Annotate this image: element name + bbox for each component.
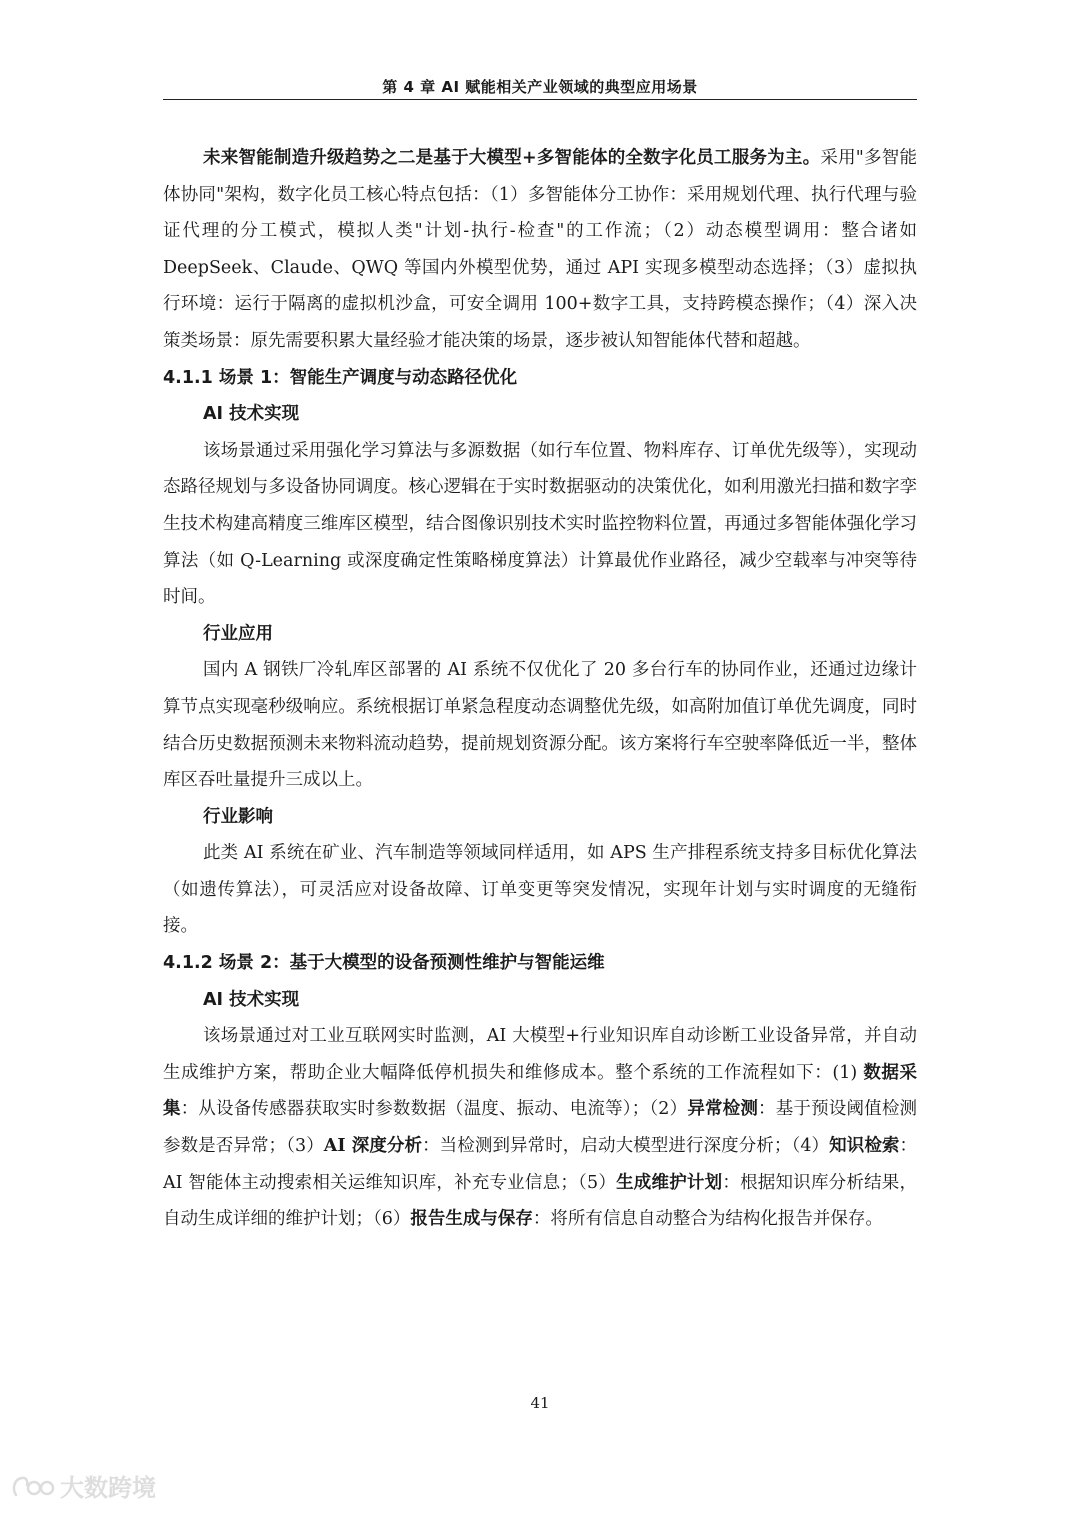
workflow-step-term: AI 深度分析: [323, 1136, 423, 1157]
paragraph-tech-412: [163, 1018, 917, 1238]
workflow-step-term: 报告生成与保存: [410, 1209, 533, 1230]
section-heading-4-1-1: 4.1.1 场景 1：智能生产调度与动态路径优化: [163, 367, 518, 388]
subheading-impact: 行业影响: [203, 806, 273, 827]
logo-icon: [10, 1471, 56, 1501]
paragraph-application-411: 国内 A 钢铁厂冷轧库区部署的 AI 系统不仅优化了 20 多台行车的协同作业，还通过边缘计算节点实现毫秒级响应。系统根据订单紧急程度动态调整优先级，如高附加值订单优先调度，同时结合历史数据预测未来物料流动趋势，提前规划资源分配。该方案将行车空驶率降低近一半，整体库区吞吐量提升三成以上。: [163, 660, 917, 791]
page-body: [163, 140, 917, 1238]
workflow-step-term: 数据采集: [163, 1062, 917, 1120]
section-heading-4-1-2: 4.1.2 场景 2：基于大模型的设备预测性维护与智能运维: [163, 953, 605, 974]
workflow-step-term: 生成维护计划: [616, 1172, 723, 1193]
header-rule: [163, 99, 917, 100]
paragraph-segment: ：将所有信息自动整合为结构化报告并保存。: [532, 1209, 883, 1230]
paragraph-impact-411: 此类 AI 系统在矿业、汽车制造等领域同样适用，如 APS 生产排程系统支持多目标优化算法（如遗传算法），可灵活应对设备故障、订单变更等突发情况，实现年计划与实时调度的无缝衔接。: [163, 843, 917, 937]
paragraph-segment: ：从设备传感器获取实时参数数据（温度、振动、电流等）；（2）: [180, 1099, 688, 1120]
intro-paragraph: [163, 140, 917, 360]
intro-lead: 未来智能制造升级趋势之二是基于大模型+多智能体的全数字化员工服务为主。: [203, 148, 821, 168]
subheading-application: 行业应用: [203, 623, 273, 644]
paragraph-segment: ：当检测到异常时，启动大模型进行深度分析；（4）: [422, 1136, 830, 1157]
watermark-text: 大数跨境: [60, 1474, 156, 1502]
paragraph-segment: ：基于预设阈值检测参数是否异常；（3）: [163, 1099, 918, 1157]
page-number: 41: [530, 1394, 550, 1412]
watermark: [10, 1468, 156, 1503]
intro-text: 采用"多智能体协同"架构，数字化员工核心特点包括：（1）多智能体分工协作：采用规划代理、执行代理与验证代理的分工模式，模拟人类"计划-执行-检查"的工作流；（2）动态模型调用：整合诸如 DeepSeek、Claude、QWQ 等国内外模型优势，通过 API 实现多模型动态选择；（3）虚拟执行环境：运行于隔离的虚拟机沙盒，可安全调用 100+数字工具，支持跨模态操作；（4）深入决策类场景：原先需要积累大量经验才能决策的场景，逐步被认知智能体代替和超越。: [163, 148, 917, 351]
subheading-tech-412: AI 技术实现: [203, 989, 300, 1010]
paragraph-segment: ：根据知识库分析结果，自动生成详细的维护计划；（6）: [163, 1172, 918, 1230]
running-header: 第 4 章 AI 赋能相关产业领域的典型应用场景: [382, 78, 698, 96]
workflow-step-term: 知识检索: [829, 1136, 900, 1157]
workflow-step-term: 异常检测: [687, 1099, 759, 1120]
paragraph-segment: ：AI 智能体主动搜索相关运维知识库，补充专业信息；（5）: [163, 1136, 917, 1193]
paragraph-segment: 该场景通过对工业互联网实时监测，AI 大模型+行业知识库自动诊断工业设备异常，并自动生成维护方案，帮助企业大幅降低停机损失和维修成本。整个系统的工作流程如下：(1): [163, 1026, 917, 1083]
subheading-tech: AI 技术实现: [203, 404, 300, 425]
paragraph-tech-411: 该场景通过采用强化学习算法与多源数据（如行车位置、物料库存、订单优先级等），实现动态路径规划与多设备协同调度。核心逻辑在于实时数据驱动的决策优化，如利用激光扫描和数字孪生技术构建高精度三维库区模型，结合图像识别技术实时监控物料位置，再通过多智能体强化学习算法（如 Q-Learning 或深度确定性策略梯度算法）计算最优作业路径，减少空载率与冲突等待时间。: [163, 440, 917, 608]
